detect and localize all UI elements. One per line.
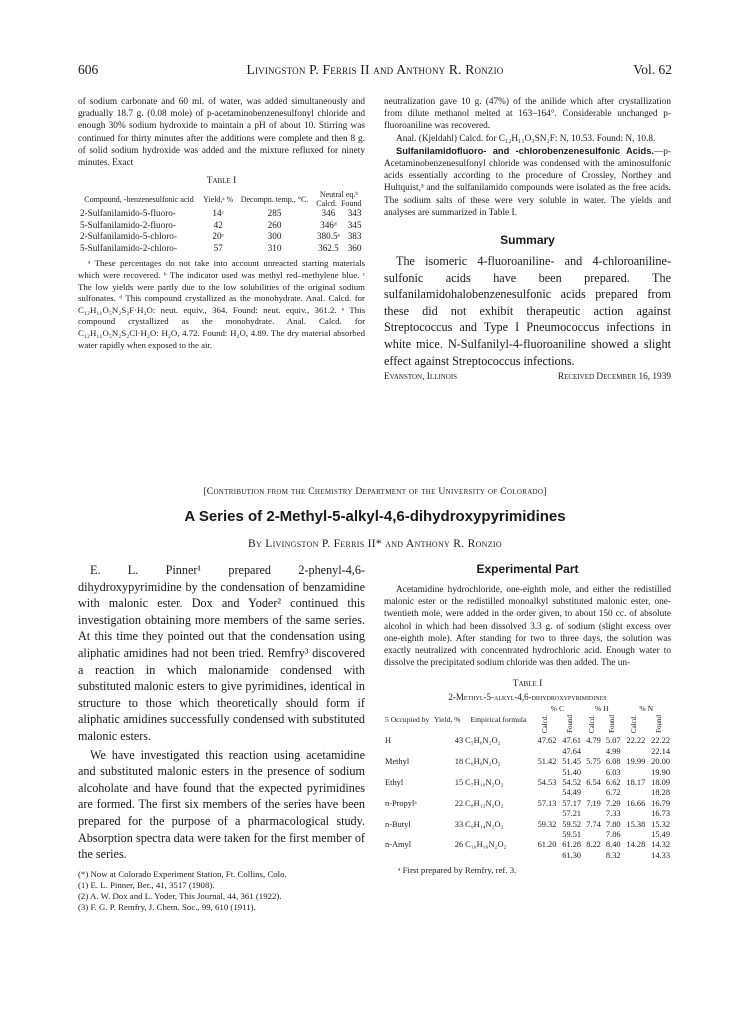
cell-yield: 14ᶜ bbox=[212, 208, 224, 219]
cell-h-found: 8.40 bbox=[605, 840, 621, 850]
received-date: Received December 16, 1939 bbox=[557, 372, 671, 383]
cell-c-found: 59.52 bbox=[562, 819, 582, 829]
cell-empty bbox=[582, 747, 602, 757]
cell-empty bbox=[582, 809, 602, 819]
cell-empty bbox=[384, 768, 430, 778]
table-row-duplicate bbox=[384, 788, 671, 798]
th-found: Found bbox=[340, 199, 362, 209]
cell-c-found: 61.28 bbox=[562, 840, 582, 850]
cell-empty bbox=[464, 851, 533, 861]
th2-pn: % N bbox=[639, 704, 654, 714]
th2-c-found: Found bbox=[565, 714, 574, 733]
table-row bbox=[78, 220, 365, 232]
cell-c-found2: 51.40 bbox=[562, 767, 582, 777]
cell-decomp: 300 bbox=[267, 231, 282, 242]
experimental-paragraph: Acetamidine hydrochloride, one-eighth mole, and either the redistilled malonic ester or the redistilled monoalkyl substituted malonic ester, one-twentieth mole, were added in the order given, to about 150 cc. of absolute alcohol in which had been dissolved 3.3 g. of sodium (slight excess over one-eighth mole). After standing for two to three days, the solution was exactly neutralized with concentrated hydrochloric acid. Enough water to dissolve the precipitated sodium chloride was then added. The un- bbox=[384, 585, 671, 669]
location: Evanston, Illinois bbox=[384, 372, 458, 383]
cell-decomp: 260 bbox=[267, 219, 282, 230]
footnote-1: (1) E. L. Pinner, Ber., 41, 3517 (1908). bbox=[78, 879, 215, 890]
cell-empty bbox=[464, 830, 533, 840]
cell-empty bbox=[582, 788, 602, 798]
cell-formula: C₉H₁₄N₂O₂ bbox=[465, 819, 504, 829]
cell-empty bbox=[384, 809, 430, 819]
cell-h-calc: 6.54 bbox=[586, 777, 601, 787]
cell-found: 343 bbox=[347, 208, 362, 219]
experimental-heading: Experimental Part bbox=[476, 562, 579, 576]
cell-c-found2: 54.49 bbox=[562, 788, 582, 798]
cell-n-calc: 22.22 bbox=[626, 736, 646, 746]
cell-h-calc: 7.74 bbox=[586, 819, 601, 829]
table-row bbox=[78, 208, 365, 220]
th2-n-calcd: Calcd. bbox=[629, 714, 638, 733]
cell-empty bbox=[582, 768, 602, 778]
table-row bbox=[384, 820, 671, 830]
page-number: 606 bbox=[78, 62, 99, 77]
cell-n-found2: 14.33 bbox=[651, 850, 670, 860]
cell-c-found2: 57.21 bbox=[562, 809, 582, 819]
cell-yield: 22 bbox=[454, 798, 464, 808]
cell-empty bbox=[464, 809, 533, 819]
article-title: A Series of 2-Methyl-5-alkyl-4,6-dihydroxypyrimidines bbox=[184, 508, 566, 525]
cell-empty bbox=[430, 788, 464, 798]
acids-paragraph bbox=[384, 145, 671, 219]
cell-formula: C₁₀H₁₆N₂O₂ bbox=[465, 840, 507, 850]
cell-n-found: 18.09 bbox=[651, 777, 670, 787]
cell-n-found: 16.79 bbox=[651, 798, 670, 808]
cell-h-found: 6.08 bbox=[605, 757, 621, 767]
cell-empty bbox=[430, 830, 464, 840]
byline: By Livingston P. Ferris II* and Anthony R. Ronzio bbox=[248, 538, 502, 550]
cell-yield: 33 bbox=[454, 819, 464, 829]
table-row bbox=[78, 231, 365, 243]
cell-formula: C₇H₁₀N₂O₂ bbox=[465, 777, 504, 787]
cell-h-calc: 8.22 bbox=[586, 840, 601, 850]
cell-sub: n-Butyl bbox=[385, 819, 411, 829]
cell-yield: 42 bbox=[213, 219, 223, 230]
table-row-duplicate bbox=[384, 830, 671, 840]
acids-text: —p-Acetaminobenzenesulfonyl chloride was condensed with the aminosulfonic acids essentially according to the procedure of Crossley, Northey and Hultquist,³ and the sulfanilamido compounds were isolated as the free acids. The sodium salts of these were very soluble in water. The yields and analyses are summarized in Table I. bbox=[384, 146, 671, 218]
cell-c-calc: 51.42 bbox=[537, 757, 557, 767]
cell-c-found2: 59.51 bbox=[562, 829, 582, 839]
table-row bbox=[384, 757, 671, 767]
contribution-line: [Contribution from the Chemistry Department of the University of Colorado] bbox=[203, 486, 547, 497]
th2-h-found: Found bbox=[607, 714, 616, 733]
cell-n-found2: 19.90 bbox=[651, 767, 670, 777]
cell-calcd: 380.5ᵉ bbox=[316, 231, 340, 242]
cell-h-found: 6.62 bbox=[605, 777, 621, 787]
cell-compound: 2-Sulfanilamido-5-chloro- bbox=[80, 231, 177, 242]
cell-empty bbox=[622, 809, 647, 819]
cell-empty bbox=[622, 788, 647, 798]
cell-found: 345 bbox=[347, 219, 362, 230]
cell-c-found: 51.45 bbox=[562, 757, 582, 767]
th-decomp: Decompn. temp., °C. bbox=[240, 194, 309, 204]
left-top-column bbox=[78, 96, 365, 351]
cell-n-found: 20.00 bbox=[651, 757, 670, 767]
cell-n-calc: 14.28 bbox=[626, 840, 646, 850]
th2-c-calcd: Calcd. bbox=[541, 714, 550, 733]
cell-c-calc: 47.62 bbox=[537, 736, 557, 746]
cell-compound: 5-Sulfanilamido-2-fluoro- bbox=[80, 219, 176, 230]
th2-n-found: Found bbox=[654, 714, 663, 733]
footnote-2: (2) A. W. Dox and L. Yoder, This Journal, 44, 361 (1922). bbox=[78, 891, 282, 902]
cell-yield: 20ᶜ bbox=[212, 231, 224, 242]
cell-h-found2: 7.33 bbox=[605, 809, 621, 819]
cell-h-found2: 8.32 bbox=[605, 850, 621, 860]
th2-h-calcd: Calcd. bbox=[587, 714, 596, 733]
cell-calcd: 362.5 bbox=[318, 242, 339, 253]
cell-empty bbox=[533, 830, 558, 840]
cell-empty bbox=[464, 768, 533, 778]
cell-h-calc: 4.79 bbox=[586, 736, 601, 746]
footnote-3: (3) F. G. P. Remfry, J. Chem. Soc., 99, 610 (1911). bbox=[78, 902, 256, 913]
cell-empty bbox=[384, 747, 430, 757]
summary-heading: Summary bbox=[500, 233, 555, 248]
cell-h-calc: 5.75 bbox=[586, 757, 601, 767]
left-bottom-column bbox=[78, 562, 365, 914]
right-bottom-column bbox=[384, 562, 671, 877]
table2-subtitle: 2-Methyl-5-alkyl-4,6-dihydroxypyrimidines bbox=[448, 692, 607, 703]
cell-sub: Methyl bbox=[385, 757, 410, 767]
cell-h-found2: 7.86 bbox=[605, 829, 621, 839]
cell-n-found2: 15.49 bbox=[651, 829, 670, 839]
cell-empty bbox=[582, 830, 602, 840]
cell-found: 360 bbox=[347, 242, 362, 253]
cell-compound: 2-Sulfanilamido-5-fluoro- bbox=[80, 208, 176, 219]
cell-empty bbox=[533, 747, 558, 757]
cell-empty bbox=[533, 768, 558, 778]
cell-decomp: 310 bbox=[267, 242, 282, 253]
footnote-star: (*) Now at Colorado Experiment Station, Ft. Collins, Colo. bbox=[78, 868, 287, 879]
table-row-duplicate bbox=[384, 768, 671, 778]
cell-n-found: 15.32 bbox=[651, 819, 670, 829]
cell-n-calc: 18.17 bbox=[626, 777, 646, 787]
cell-empty bbox=[622, 830, 647, 840]
sulfonic-acid-table bbox=[78, 190, 365, 254]
acids-heading: Sulfanilamidofluoro- and -chlorobenzenesulfonic Acids. bbox=[396, 145, 654, 156]
cell-n-found: 22.22 bbox=[651, 736, 670, 746]
th-neutral-label: Neutral eq.ᵇ bbox=[319, 190, 358, 200]
table-row-duplicate bbox=[384, 747, 671, 757]
cell-yield: 15 bbox=[454, 777, 464, 787]
cell-empty bbox=[533, 788, 558, 798]
th2-ph: % H bbox=[594, 704, 609, 714]
table2-caption: Table I bbox=[512, 679, 543, 690]
cell-c-calc: 57.13 bbox=[537, 798, 557, 808]
table-row bbox=[384, 736, 671, 746]
running-header bbox=[78, 62, 672, 78]
anilide-paragraph: neutralization gave 10 g. (47%) of the anilide which after crystallization from dilute methanol melted at 163–164°. Considerable unchanged p-fluoroaniline was recovered. bbox=[384, 97, 671, 132]
cell-decomp: 285 bbox=[267, 208, 282, 219]
cell-empty bbox=[430, 747, 464, 757]
cell-empty bbox=[384, 851, 430, 861]
continued-paragraph: of sodium carbonate and 60 ml. of water, was added simultaneously and gradually 18.7 g. (0.08 mole) of p-acetaminobenzenesulfonyl chloride and enough 30% sodium hydroxide to maintain a pH of about 10. Stirring was continued for thirty minutes after the additions were complete and then 8 g. of solid sodium hydroxide was added and the mixture refluxed for ninety minutes. Exact bbox=[78, 97, 365, 169]
cell-empty bbox=[384, 830, 430, 840]
cell-n-calc: 19.99 bbox=[626, 757, 646, 767]
th2-formula: Empirical formula bbox=[470, 715, 527, 725]
table-row bbox=[384, 799, 671, 809]
table2-footnote: ᵃ First prepared by Remfry, ref. 3. bbox=[398, 865, 517, 876]
analysis-paragraph: Anal. (Kjeldahl) Calcd. for C₁₂H₁₁O₃SN₂F: N, 10.53. Found: N, 10.8. bbox=[396, 133, 656, 144]
cell-found: 383 bbox=[347, 231, 362, 242]
cell-empty bbox=[622, 768, 647, 778]
th-calcd: Calcd. bbox=[316, 199, 337, 209]
cell-yield: 18 bbox=[454, 757, 464, 767]
th2-yield: Yield, % bbox=[433, 715, 461, 725]
footnotes bbox=[78, 869, 365, 914]
cell-empty bbox=[582, 851, 602, 861]
cell-sub: Ethyl bbox=[385, 777, 404, 787]
table-row-duplicate bbox=[384, 809, 671, 819]
cell-c-found: 54.52 bbox=[562, 777, 582, 787]
table-footnote: ᵃ These percentages do not take into account unreacted starting materials which were recovered. ᵇ The indicator used was methyl red–methylene blue. ᶜ The low yields were partly due to the low solubilities of the original sodium sulfonates. ᵈ This compound crystallized as the monohydrate. Anal. Calcd. for C₁₂H₁₁O₅N₂S₂F·H₂O: neut. equiv., 364. Found: neut. equiv., 361.2. ᵉ This compound crystallized as the monohydrate. Anal. Calcd. for C₁₂H₁₁O₅N₂S₂Cl·H₂O: H₂O, 4.72. Found: H₂O, 4.89. The dry material absorbed water rapidly when exposed to the air. bbox=[78, 258, 365, 350]
cell-empty bbox=[533, 809, 558, 819]
volume-label: Vol. 62 bbox=[633, 62, 672, 77]
cell-c-calc: 59.32 bbox=[537, 819, 557, 829]
intro-paragraph-2: We have investigated this reaction using acetamidine and substituted malonic esters in the presence of sodium alcoholate and have found that the expected pyrimidines are formed. The first six members of the series have been prepared for the purpose of a pharmacological study. Absorption spectra data were taken for the first member of the series. bbox=[78, 747, 365, 862]
cell-formula: C₆H₈N₂O₂ bbox=[465, 757, 501, 767]
right-top-column bbox=[384, 96, 671, 382]
th2-pc: % C bbox=[550, 704, 565, 714]
table-row bbox=[384, 778, 671, 788]
cell-c-found: 47.61 bbox=[562, 736, 582, 746]
table-row bbox=[384, 840, 671, 850]
intro-paragraph-1: E. L. Pinner¹ prepared 2-phenyl-4,6-dihydroxypyrimidine by the condensation of benzamidine with malonic ester. Dox and Yoder² continued this investigation obtaining more members of the same series. At this time they pointed out that the condensation using aliphatic amidines had not been tried. Remfry³ discovered a reaction in which malonamide condensed with substituted malonic esters to give pyrimidines, identical in structure to those which theoretically should form if aliphatic amidines successfully condensed with substituted malonic esters. bbox=[78, 563, 365, 743]
cell-n-calc: 15.38 bbox=[626, 819, 646, 829]
cell-c-calc: 61.20 bbox=[537, 840, 557, 850]
cell-h-found2: 6.03 bbox=[605, 767, 621, 777]
cell-n-calc: 16.66 bbox=[626, 798, 646, 808]
cell-empty bbox=[430, 768, 464, 778]
cell-empty bbox=[464, 747, 533, 757]
cell-h-calc: 7.19 bbox=[586, 798, 601, 808]
cell-yield: 43 bbox=[454, 736, 464, 746]
cell-n-found2: 18.28 bbox=[651, 788, 670, 798]
cell-yield: 26 bbox=[454, 840, 464, 850]
cell-h-found2: 6.72 bbox=[605, 788, 621, 798]
table-row bbox=[78, 243, 365, 255]
cell-h-found: 7.29 bbox=[605, 798, 621, 808]
cell-sub: H bbox=[385, 736, 392, 746]
signature-line bbox=[384, 372, 671, 382]
th-compound: Compound, -benzenesulfonic acid bbox=[84, 194, 194, 204]
table-row-duplicate bbox=[384, 851, 671, 861]
pyrimidine-table bbox=[384, 704, 671, 861]
cell-empty bbox=[464, 788, 533, 798]
cell-calcd: 346 bbox=[321, 208, 336, 219]
cell-empty bbox=[430, 809, 464, 819]
cell-n-found2: 22.14 bbox=[651, 746, 670, 756]
cell-n-found2: 16.73 bbox=[651, 809, 670, 819]
cell-c-found: 57.17 bbox=[562, 798, 582, 808]
th-neutral bbox=[313, 190, 365, 208]
cell-h-found: 5.07 bbox=[605, 736, 621, 746]
running-head: Livingston P. Ferris II and Anthony R. Ronzio bbox=[246, 62, 504, 77]
cell-c-found2: 61.30 bbox=[562, 850, 582, 860]
cell-sub: n-Propylᵃ bbox=[385, 798, 417, 808]
th-yield: Yield,ᵃ % bbox=[203, 194, 234, 204]
cell-yield: 57 bbox=[213, 242, 223, 253]
summary-text: The isomeric 4-fluoroaniline- and 4-chloroaniline-sulfonic acids have been prepared. The sulfanilamidohalobenzenesulfonic acids prepared from these did not exhibit therapeutic action against Streptococcus and Type I Pneumococcus infections in white mice. N-Sulfanilyl-4-fluoroaniline showed a slight effect against Streptococcus infections. bbox=[384, 254, 671, 368]
cell-c-found2: 47.64 bbox=[562, 746, 582, 756]
cell-formula: C₅H₆N₂O₂ bbox=[465, 736, 501, 746]
cell-h-found2: 4.99 bbox=[605, 746, 621, 756]
cell-empty bbox=[622, 747, 647, 757]
cell-empty bbox=[533, 851, 558, 861]
cell-formula: C₈H₁₂N₂O₂ bbox=[465, 798, 504, 808]
th2-occupied: 5 Occupied by bbox=[385, 715, 430, 725]
cell-empty bbox=[430, 851, 464, 861]
cell-compound: 5-Sulfanilamido-2-chloro- bbox=[80, 242, 177, 253]
cell-empty bbox=[384, 788, 430, 798]
cell-calcd: 346ᵈ bbox=[320, 219, 337, 230]
cell-n-found: 14.32 bbox=[651, 840, 670, 850]
table-caption: Table I bbox=[206, 176, 237, 187]
cell-empty bbox=[622, 851, 647, 861]
cell-sub: n-Amyl bbox=[385, 840, 412, 850]
cell-c-calc: 54.53 bbox=[537, 777, 557, 787]
cell-h-found: 7.80 bbox=[605, 819, 621, 829]
